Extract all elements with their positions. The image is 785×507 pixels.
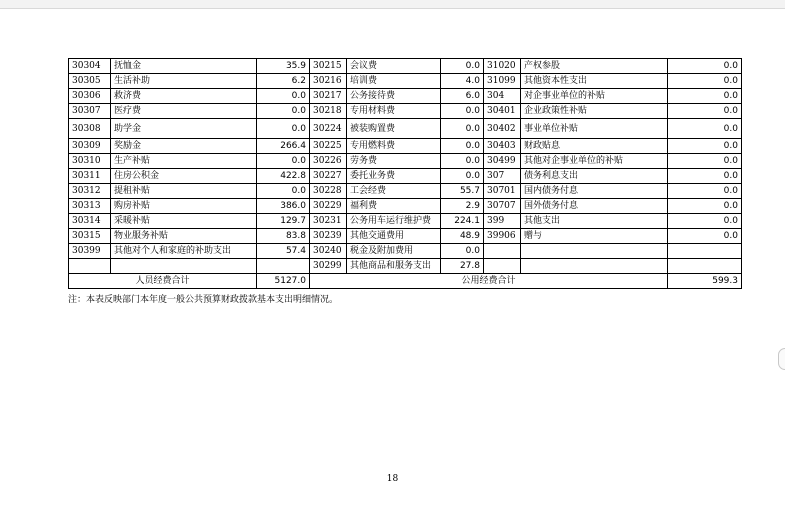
col3-name-cell: 对企事业单位的补贴: [521, 89, 668, 104]
col2-value-cell: 224.1: [441, 214, 484, 229]
col1-code-cell: 30306: [69, 89, 111, 104]
col3-name-cell: 企业政策性补贴: [521, 104, 668, 119]
col3-code-cell: 39906: [484, 229, 521, 244]
col3-name-cell: 其他支出: [521, 214, 668, 229]
col2-value-cell: 48.9: [441, 229, 484, 244]
col1-value-cell: 266.4: [257, 139, 310, 154]
col2-code-cell: 30224: [310, 119, 347, 139]
col2-value-cell: 55.7: [441, 184, 484, 199]
col2-code-cell: 30226: [310, 154, 347, 169]
col3-name-cell: 财政贴息: [521, 139, 668, 154]
col2-value-cell: 27.8: [441, 259, 484, 274]
col2-name-cell: 委托业务费: [347, 169, 441, 184]
col1-name-cell: 提租补贴: [111, 184, 257, 199]
col3-name-cell: [521, 259, 668, 274]
col1-value-cell: 6.2: [257, 74, 310, 89]
col1-code-cell: 30312: [69, 184, 111, 199]
col2-name-cell: 培训费: [347, 74, 441, 89]
col3-code-cell: 31020: [484, 59, 521, 74]
col1-code-cell: 30311: [69, 169, 111, 184]
totals-row: [69, 274, 742, 289]
col1-name-cell: 物业服务补贴: [111, 229, 257, 244]
col3-name-cell: 其他对企事业单位的补贴: [521, 154, 668, 169]
col3-code-cell: 30499: [484, 154, 521, 169]
col1-code-cell: 30314: [69, 214, 111, 229]
col2-name-cell: 专用燃料费: [347, 139, 441, 154]
col1-name-cell: 抚恤金: [111, 59, 257, 74]
col2-name-cell: 公务用车运行维护费: [347, 214, 441, 229]
table-row: [69, 244, 742, 259]
table-row: [69, 259, 742, 274]
col1-code-cell: 30313: [69, 199, 111, 214]
col1-value-cell: 57.4: [257, 244, 310, 259]
col1-name-cell: 奖励金: [111, 139, 257, 154]
col2-code-cell: 30218: [310, 104, 347, 119]
col3-name-cell: 国内债务付息: [521, 184, 668, 199]
personnel-total-value: 5127.0: [257, 274, 310, 289]
col2-value-cell: 0.0: [441, 59, 484, 74]
table-row: [69, 119, 742, 139]
col1-name-cell: [111, 259, 257, 274]
public-total-label: 公用经费合计: [310, 274, 668, 289]
col3-name-cell: 国外债务付息: [521, 199, 668, 214]
col3-code-cell: 30403: [484, 139, 521, 154]
col1-value-cell: 0.0: [257, 119, 310, 139]
col2-code-cell: 30216: [310, 74, 347, 89]
col2-code-cell: 30217: [310, 89, 347, 104]
table-row: [69, 214, 742, 229]
col2-code-cell: 30229: [310, 199, 347, 214]
col1-name-cell: 采暖补贴: [111, 214, 257, 229]
col1-name-cell: 购房补贴: [111, 199, 257, 214]
page-number: 18: [386, 474, 399, 484]
col2-value-cell: 6.0: [441, 89, 484, 104]
table-row: [69, 154, 742, 169]
col3-code-cell: 399: [484, 214, 521, 229]
col3-code-cell: 30701: [484, 184, 521, 199]
col1-name-cell: 生产补贴: [111, 154, 257, 169]
col3-name-cell: 事业单位补贴: [521, 119, 668, 139]
col2-name-cell: 其他交通费用: [347, 229, 441, 244]
col3-name-cell: 产权参股: [521, 59, 668, 74]
table-row: [69, 229, 742, 244]
col3-value-cell: 0.0: [668, 229, 742, 244]
col3-value-cell: 0.0: [668, 104, 742, 119]
col3-value-cell: 0.0: [668, 89, 742, 104]
col1-value-cell: 0.0: [257, 89, 310, 104]
col2-code-cell: 30231: [310, 214, 347, 229]
col1-value-cell: 386.0: [257, 199, 310, 214]
col3-name-cell: [521, 244, 668, 259]
col3-value-cell: 0.0: [668, 154, 742, 169]
col1-name-cell: 救济费: [111, 89, 257, 104]
col1-value-cell: 129.7: [257, 214, 310, 229]
col2-value-cell: 0.0: [441, 169, 484, 184]
col3-code-cell: 304: [484, 89, 521, 104]
col3-value-cell: 0.0: [668, 199, 742, 214]
table-note: 注：本表反映部门本年度一般公共预算财政拨款基本支出明细情况。: [68, 295, 339, 305]
col3-value-cell: 0.0: [668, 119, 742, 139]
col3-name-cell: 债务利息支出: [521, 169, 668, 184]
table-row: [69, 184, 742, 199]
col3-value-cell: 0.0: [668, 139, 742, 154]
col2-name-cell: 福利费: [347, 199, 441, 214]
col2-name-cell: 会议费: [347, 59, 441, 74]
col1-code-cell: 30305: [69, 74, 111, 89]
col1-code-cell: 30399: [69, 244, 111, 259]
col2-value-cell: 2.9: [441, 199, 484, 214]
col1-name-cell: 生活补助: [111, 74, 257, 89]
col2-value-cell: 0.0: [441, 139, 484, 154]
col1-value-cell: 83.8: [257, 229, 310, 244]
col2-value-cell: 4.0: [441, 74, 484, 89]
col1-code-cell: 30308: [69, 119, 111, 139]
col2-value-cell: 0.0: [441, 119, 484, 139]
col2-name-cell: 专用材料费: [347, 104, 441, 119]
col2-name-cell: 被装购置费: [347, 119, 441, 139]
col1-code-cell: 30309: [69, 139, 111, 154]
col2-name-cell: 劳务费: [347, 154, 441, 169]
table-row: [69, 104, 742, 119]
col3-code-cell: [484, 244, 521, 259]
table-body: [69, 59, 742, 289]
col1-code-cell: 30310: [69, 154, 111, 169]
col3-code-cell: 30707: [484, 199, 521, 214]
col2-code-cell: 30225: [310, 139, 347, 154]
public-total-value: 599.3: [668, 274, 742, 289]
col2-value-cell: 0.0: [441, 244, 484, 259]
col1-value-cell: 0.0: [257, 154, 310, 169]
col2-code-cell: 30228: [310, 184, 347, 199]
col3-value-cell: [668, 259, 742, 274]
col3-code-cell: [484, 259, 521, 274]
col3-value-cell: 0.0: [668, 74, 742, 89]
col2-value-cell: 0.0: [441, 104, 484, 119]
table-row: [69, 199, 742, 214]
col2-code-cell: 30240: [310, 244, 347, 259]
col3-value-cell: 0.0: [668, 184, 742, 199]
table-row: [69, 74, 742, 89]
col3-value-cell: 0.0: [668, 214, 742, 229]
col3-name-cell: 其他资本性支出: [521, 74, 668, 89]
col1-code-cell: 30307: [69, 104, 111, 119]
col2-value-cell: 0.0: [441, 154, 484, 169]
col1-value-cell: 0.0: [257, 104, 310, 119]
col2-name-cell: 公务接待费: [347, 89, 441, 104]
col1-code-cell: 30315: [69, 229, 111, 244]
col3-value-cell: 0.0: [668, 169, 742, 184]
col3-code-cell: 30401: [484, 104, 521, 119]
col3-code-cell: 30402: [484, 119, 521, 139]
table-row: [69, 139, 742, 154]
col3-value-cell: 0.0: [668, 59, 742, 74]
table-row: [69, 169, 742, 184]
col1-value-cell: 0.0: [257, 184, 310, 199]
col1-name-cell: 助学金: [111, 119, 257, 139]
col1-code-cell: [69, 259, 111, 274]
expenditure-detail-table: [68, 58, 742, 289]
col3-code-cell: 31099: [484, 74, 521, 89]
col2-code-cell: 30239: [310, 229, 347, 244]
col1-value-cell: [257, 259, 310, 274]
col1-name-cell: 住房公积金: [111, 169, 257, 184]
table-row: [69, 89, 742, 104]
personnel-total-label: 人员经费合计: [69, 274, 257, 289]
col2-code-cell: 30227: [310, 169, 347, 184]
col2-code-cell: 30215: [310, 59, 347, 74]
col2-name-cell: 工会经费: [347, 184, 441, 199]
col1-value-cell: 422.8: [257, 169, 310, 184]
col1-name-cell: 医疗费: [111, 104, 257, 119]
col3-code-cell: 307: [484, 169, 521, 184]
col1-code-cell: 30304: [69, 59, 111, 74]
col3-name-cell: 赠与: [521, 229, 668, 244]
col2-name-cell: 税金及附加费用: [347, 244, 441, 259]
side-scroll-handle[interactable]: [778, 348, 785, 370]
col3-value-cell: [668, 244, 742, 259]
col1-name-cell: 其他对个人和家庭的补助支出: [111, 244, 257, 259]
col2-code-cell: 30299: [310, 259, 347, 274]
col1-value-cell: 35.9: [257, 59, 310, 74]
col2-name-cell: 其他商品和服务支出: [347, 259, 441, 274]
table-row: [69, 59, 742, 74]
